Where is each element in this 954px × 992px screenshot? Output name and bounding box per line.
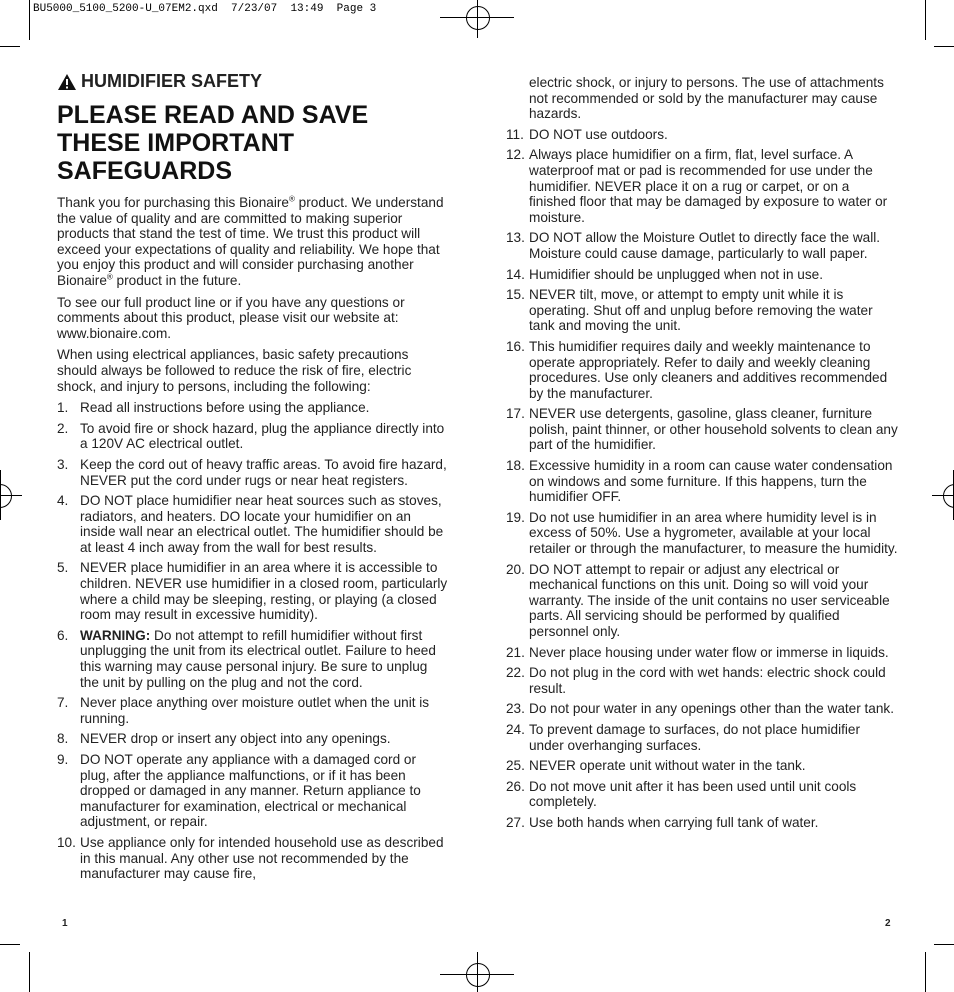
- page-number-left: 1: [62, 918, 68, 929]
- warning-triangle-icon: [57, 73, 77, 91]
- list-item: 9. DO NOT operate any appliance with a damaged cord or plug, after the appliance malfunctions, or if it has been dropped or damaged in any manner. Return appliance to manufacturer for examination, electrical or mechanical adjustment, or repair.: [57, 752, 421, 830]
- list-item: 24. To prevent damage to surfaces, do not place humidifier under overhanging surfaces.: [506, 721, 860, 753]
- list-item: 16. This humidifier requires daily and weekly maintenance to operate appropriately. Refer to daily and weekly cleaning procedures. Use only cleaners and additives recommended by the manufacturer.: [506, 338, 888, 401]
- list-item-continuation: electric shock, or injury to persons. The use of attachments not recommended or sold by the manufacturer may cause hazards.: [529, 75, 884, 122]
- list-item: 19. Do not use humidifier in an area where humidity level is in excess of 50%. Use a hygrometer, available at your local retailer or through the manufacturer, to measure the humidity.: [506, 509, 898, 557]
- list-item: 8. NEVER drop or insert any object into any openings.: [57, 731, 391, 747]
- right-column: [506, 75, 898, 836]
- list-item: 6. WARNING: Do not attempt to refill humidifier without first unplugging the unit from its electrical outlet. Failure to heed this warning may cause personal injury. Be sure to unplug the unit by pulling on the plug and not the cord.: [57, 627, 436, 690]
- print-slug: BU5000_5100_5200-U_07EM2.qxd 7/23/07 13:49 Page 3: [33, 3, 377, 15]
- safety-list-left: [57, 400, 449, 882]
- list-item: 14. Humidifier should be unplugged when not in use.: [506, 266, 823, 282]
- list-item: 22. Do not plug in the cord with wet hands: electric shock could result.: [506, 665, 886, 696]
- list-item: 10. Use appliance only for intended household use as described in this manual. Any other use not recommended by the manufacturer may cause fire,: [57, 834, 444, 882]
- section-title: HUMIDIFIER SAFETY: [81, 71, 263, 92]
- list-item: 7. Never place anything over moisture outlet when the unit is running.: [57, 695, 430, 726]
- list-item: 23. Do not pour water in any openings other than the water tank.: [506, 701, 894, 717]
- list-item: 5. NEVER place humidifier in an area where it is accessible to children. NEVER use humidifier in a closed room, particularly where a child may be sleeping, resting, or playing (a closed room may result in excessive humidity).: [57, 560, 448, 623]
- list-item: 21. Never place housing under water flow or immerse in liquids.: [506, 644, 889, 660]
- list-item: 1. Read all instructions before using the appliance.: [57, 400, 370, 416]
- precautions-paragraph: When using electrical appliances, basic safety precautions should always be followed to reduce the risk of fire, electric shock, and injury to persons, including the following:: [57, 347, 412, 394]
- heading-line: SAFEGUARDS: [57, 157, 233, 185]
- list-item: 27. Use both hands when carrying full tank of water.: [506, 814, 819, 830]
- list-item: 17. NEVER use detergents, gasoline, glass cleaner, furniture polish, paint thinner, or other household solvents to clean any part of the humidifier.: [506, 406, 898, 453]
- list-item: 26. Do not move unit after it has been used until unit cools completely.: [506, 778, 857, 810]
- left-column: [57, 70, 449, 887]
- list-item: 18. Excessive humidity in a room can cause water condensation on windows and some furniture. If this happens, turn the humidifier OFF.: [506, 458, 893, 505]
- heading-line: THESE IMPORTANT: [57, 129, 295, 157]
- page-heading: [57, 101, 449, 185]
- list-item: 11. DO NOT use outdoors.: [506, 126, 668, 142]
- list-item: 12. Always place humidifier on a firm, flat, level surface. A waterproof mat or pad is recommended for use under the humidifier. NEVER place it on a rug or carpet, or on a finished floor that may be damaged by exposure to water or moisture.: [506, 147, 888, 225]
- page-number-right: 2: [885, 918, 891, 929]
- section-header: [57, 73, 449, 91]
- list-item: 3. Keep the cord out of heavy traffic areas. To avoid fire hazard, NEVER put the cord under rugs or near heat registers.: [57, 456, 447, 488]
- list-item: 2. To avoid fire or shock hazard, plug the appliance directly into a 120V AC electrical outlet.: [57, 420, 445, 452]
- list-item: 20. DO NOT attempt to repair or adjust any electrical or mechanical functions on this unit. Doing so will void your warranty. The inside of the unit contains no user serviceable parts. All servicing should be performed by qualified personnel only.: [506, 561, 890, 639]
- list-item: 25. NEVER operate unit without water in the tank.: [506, 758, 806, 774]
- safety-list-right: [506, 75, 898, 831]
- intro-paragraph: Thank you for purchasing this Bionaire® product. We understand the value of quality and are committed to making superior products that stand the test of time. We trust this product will exceed your expectations of quality and reliability. We hope that you enjoy this product and will consider purchasing another Bionaire® product in the future.: [57, 194, 444, 288]
- list-item: 4. DO NOT place humidifier near heat sources such as stoves, radiators, and heaters. DO locate your humidifier on an inside wall near an electrical outlet. The humidifier should be at least 4 inch away from the wall for best results.: [57, 493, 444, 555]
- list-item: 15. NEVER tilt, move, or attempt to empty unit while it is operating. Shut off and unplug before removing the water tank and moving the unit.: [506, 287, 873, 334]
- list-item: 13. DO NOT allow the Moisture Outlet to directly face the wall. Moisture could cause damage, particularly to wall paper.: [506, 230, 881, 261]
- website-paragraph: To see our full product line or if you have any questions or comments about this product, please visit our website at: www.bionaire.com.: [57, 294, 405, 341]
- heading-line: PLEASE READ AND SAVE: [57, 101, 369, 129]
- warning-label: WARNING:: [80, 627, 151, 643]
